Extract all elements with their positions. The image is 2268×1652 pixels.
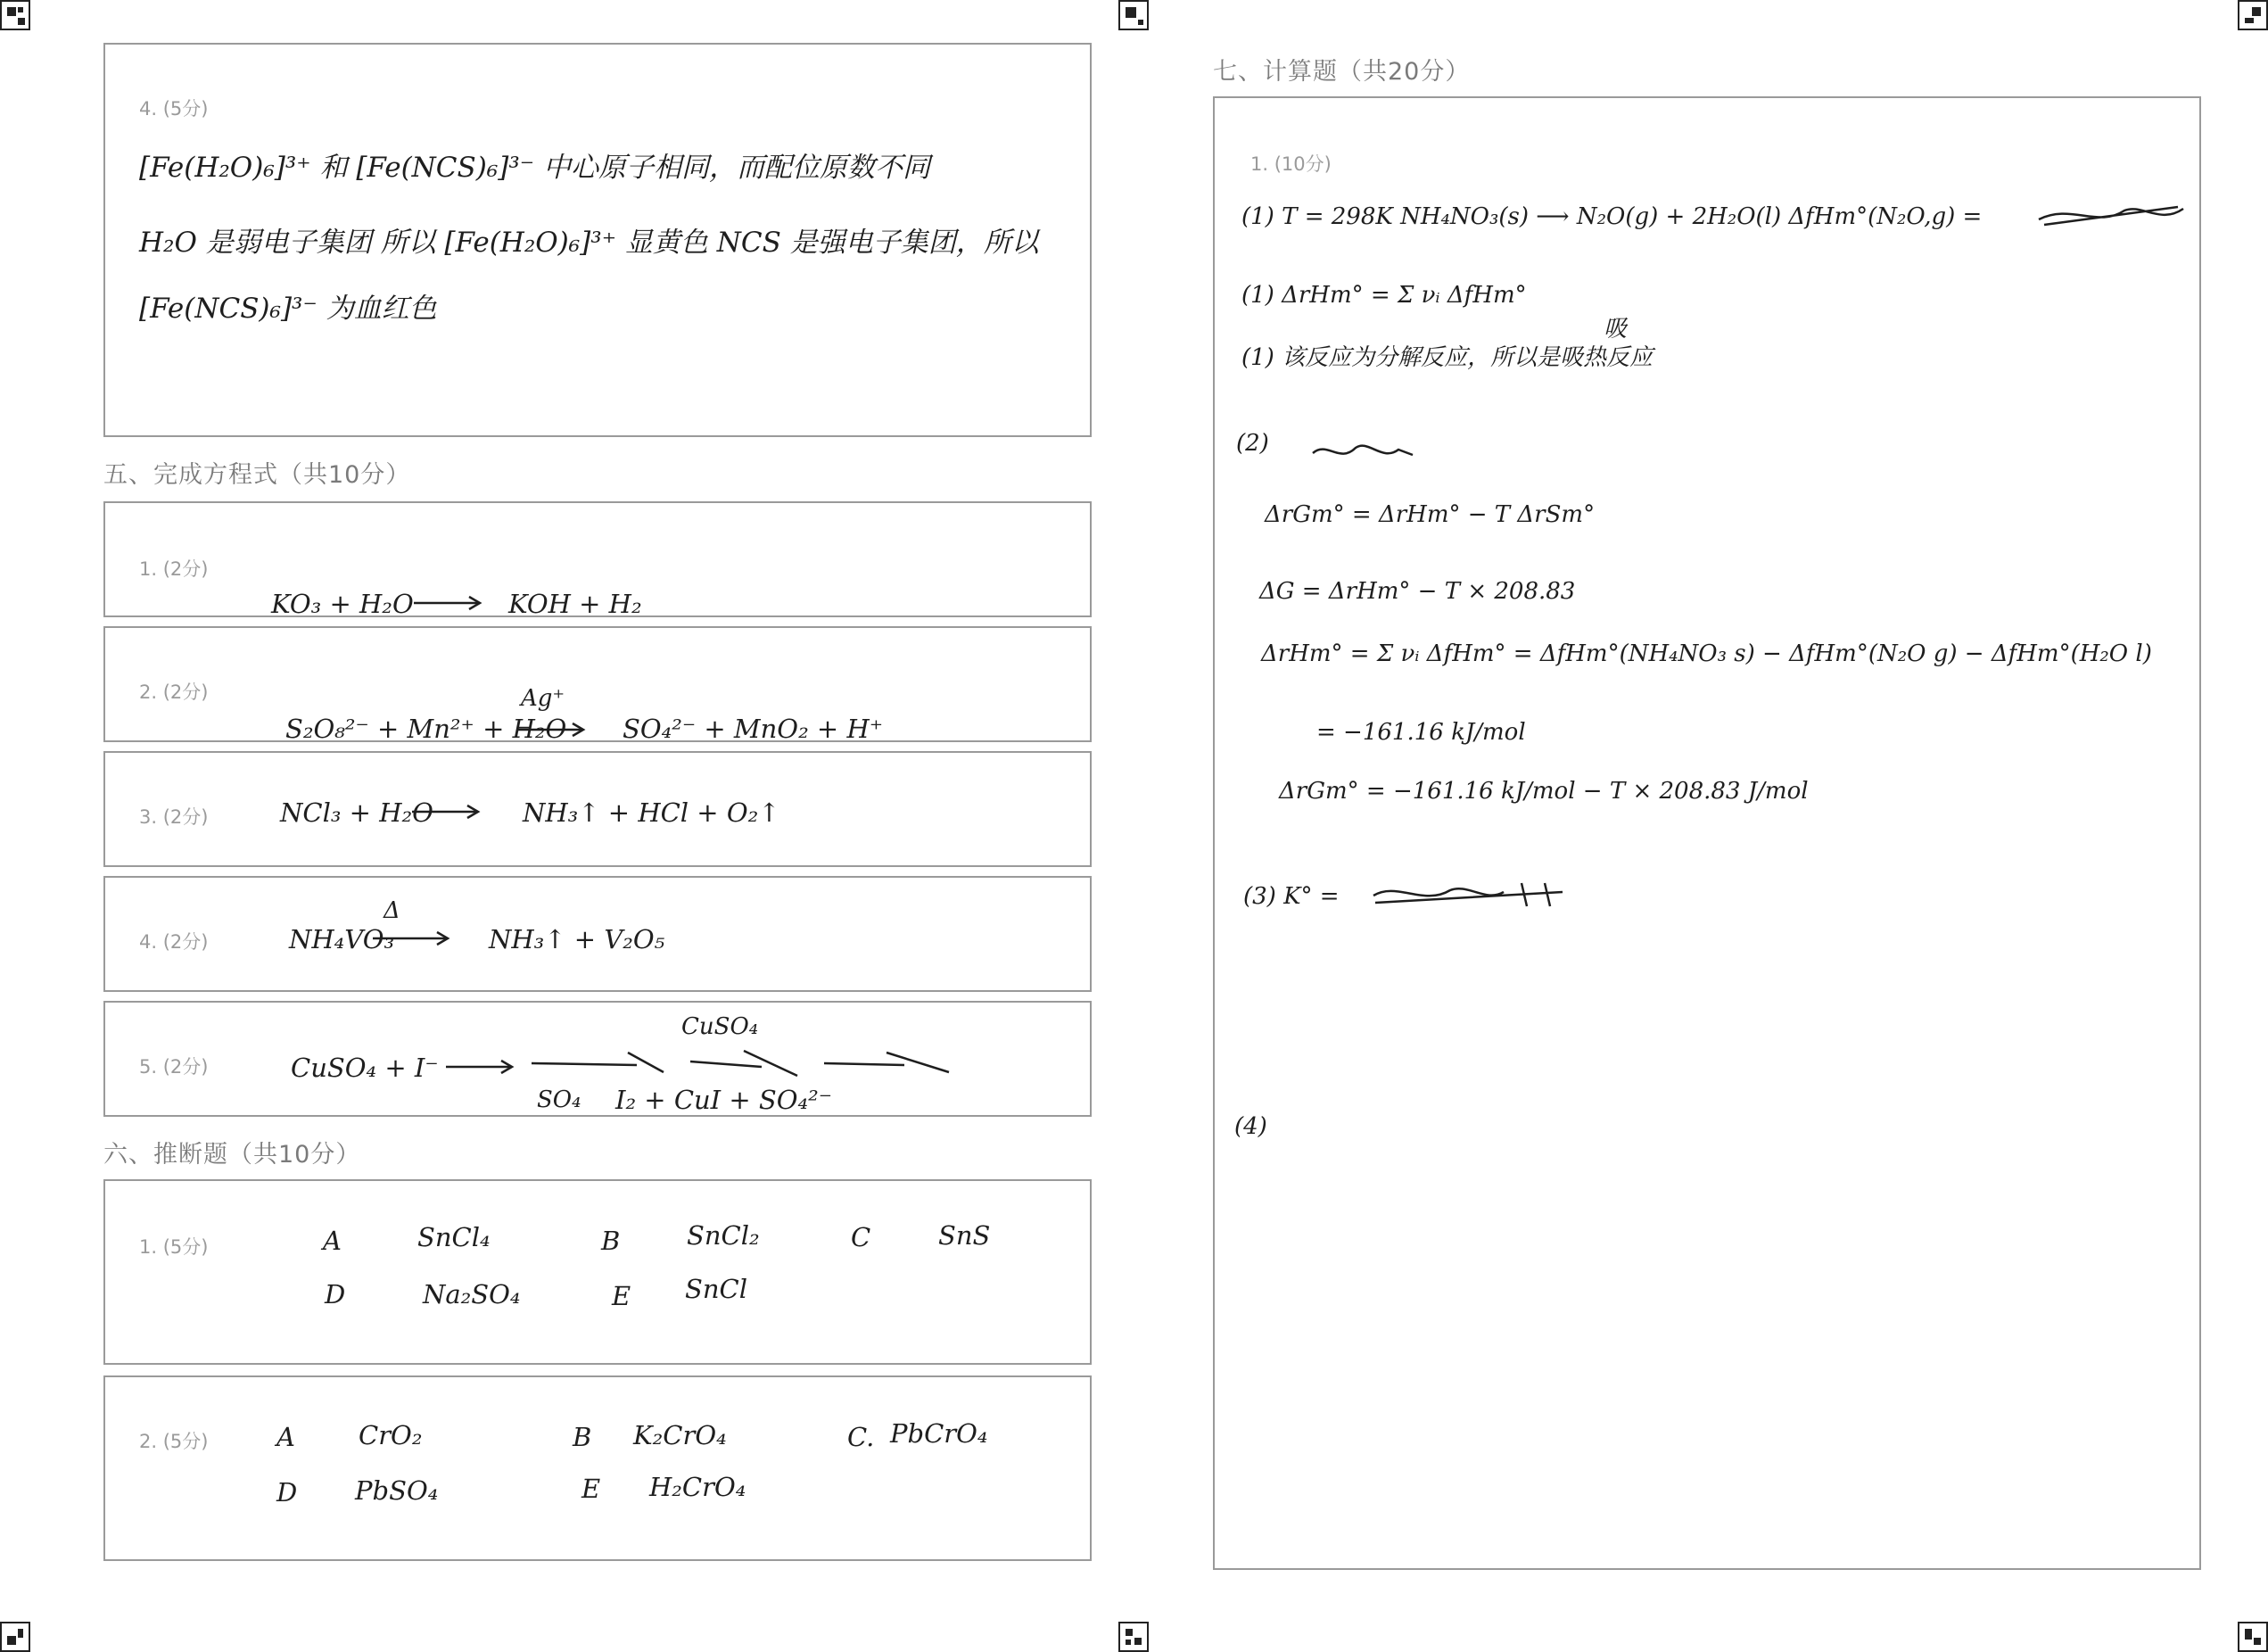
handwritten-line: [Fe(NCS)₆]³⁻ 为血红色 <box>139 293 437 325</box>
answer-key-a: A <box>323 1226 342 1256</box>
equation-reactants: NH₄VO₃ <box>289 924 395 954</box>
registration-marker-top-right <box>2238 0 2268 30</box>
answer-key-c: C <box>851 1222 871 1252</box>
handwritten-line: ΔG = ΔrHm° − T × 208.83 <box>1259 578 1576 605</box>
crossed-out-scribble-icon <box>2035 198 2187 234</box>
question-label: 1. (10分) <box>1250 153 1332 175</box>
arrow-condition: Δ <box>383 897 400 924</box>
answer-value-b: SnCl₂ <box>687 1220 760 1251</box>
handwritten-line: (1) T = 298K NH₄NO₃(s) ⟶ N₂O(g) + 2H₂O(l) ΔfHm°(N₂O,g) = <box>1241 203 1983 230</box>
equation-products: SO₄²⁻ + MnO₂ + H⁺ <box>623 714 884 744</box>
registration-marker-bottom-left <box>0 1622 30 1652</box>
handwritten-line: [Fe(H₂O)₆]³⁺ 和 [Fe(NCS)₆]³⁻ 中心原子相同，而配位原数不同 <box>139 152 931 184</box>
reaction-arrow-icon <box>410 803 482 821</box>
answer-value-c: PbCrO₄ <box>890 1418 988 1449</box>
equation-box-1 <box>103 501 1092 617</box>
equation-products: NH₃↑ + V₂O₅ <box>489 924 665 954</box>
equation-box-5 <box>103 1001 1092 1117</box>
reaction-arrow-icon <box>412 594 483 612</box>
inference-answer-box-2 <box>103 1375 1092 1561</box>
equation-reactants: KO₃ + H₂O <box>271 589 414 619</box>
equation-box-2 <box>103 626 1092 742</box>
answer-value-d: PbSO₄ <box>355 1475 439 1506</box>
equation-products: I₂ + CuI + SO₄²⁻ <box>615 1085 833 1115</box>
equation-products: NH₃↑ + HCl + O₂↑ <box>523 797 780 828</box>
question-label: 3. (2分) <box>139 806 209 828</box>
question-label: 4. (5分) <box>139 98 209 120</box>
answer-key-e: E <box>612 1281 631 1311</box>
answer-value-a: SnCl₄ <box>417 1222 491 1252</box>
answer-value-a: CrO₂ <box>359 1420 423 1450</box>
handwritten-line: ΔrHm° = Σ νᵢ ΔfHm° = ΔfHm°(NH₄NO₃ s) − ΔfHm°(N₂O g) − ΔfHm°(H₂O l) <box>1261 640 2152 667</box>
question-label: 1. (5分) <box>139 1236 209 1258</box>
crossed-out-scribble-icon <box>1309 437 1416 469</box>
inference-answer-box-1 <box>103 1179 1092 1365</box>
equation-box-4 <box>103 876 1092 992</box>
answer-key-b: B <box>573 1422 592 1452</box>
reaction-arrow-icon <box>515 721 587 739</box>
handwritten-line: = −161.16 kJ/mol <box>1316 719 1526 746</box>
reaction-arrow-icon <box>444 1058 515 1076</box>
equation-reactants: S₂O₈²⁻ + Mn²⁺ + H₂O <box>285 714 567 744</box>
handwritten-line: ΔrGm° = ΔrHm° − T ΔrSm° <box>1265 501 1596 528</box>
arrow-condition: Ag⁺ <box>521 685 565 712</box>
registration-marker-top-center <box>1118 0 1149 30</box>
answer-key-b: B <box>601 1226 621 1256</box>
question-4-answer-box <box>103 43 1092 437</box>
handwritten-line: (2) <box>1236 430 1269 457</box>
registration-marker-top-left <box>0 0 30 30</box>
reaction-arrow-icon <box>371 929 451 947</box>
answer-value-e: H₂CrO₄ <box>649 1472 746 1502</box>
question-label: 2. (2分) <box>139 681 209 703</box>
crossed-out-scribble-icon <box>530 1045 976 1081</box>
equation-products: KOH + H₂ <box>508 589 642 619</box>
handwritten-line: H₂O 是弱电子集团 所以 [Fe(H₂O)₆]³⁺ 显黄色 NCS 是强电子集团，所以 <box>139 227 1039 259</box>
answer-key-a: A <box>276 1422 295 1452</box>
answer-value-e: SnCl <box>685 1274 748 1304</box>
calculation-answer-box <box>1213 96 2201 1570</box>
equation-reactants: NCl₃ + H₂O <box>280 797 433 828</box>
handwritten-line: (4) <box>1234 1113 1267 1140</box>
question-label: 2. (5分) <box>139 1431 209 1452</box>
equation-box-3 <box>103 751 1092 867</box>
equation-reactants: CuSO₄ + I⁻ <box>291 1053 439 1083</box>
answer-key-d: D <box>325 1279 346 1309</box>
registration-marker-bottom-right <box>2238 1622 2268 1652</box>
question-label: 4. (2分) <box>139 931 209 953</box>
handwritten-line-2-prefix: SO₄ <box>537 1086 581 1113</box>
handwritten-insertion: 吸 <box>1604 316 1628 343</box>
answer-key-e: E <box>581 1474 601 1504</box>
answer-value-c: SnS <box>938 1220 991 1251</box>
registration-marker-bottom-center <box>1118 1622 1149 1652</box>
handwritten-line: (1) 该反应为分解反应，所以是吸热反应 <box>1241 344 1654 371</box>
crossed-out-scribble-icon <box>1370 880 1566 912</box>
question-label: 5. (2分) <box>139 1056 209 1078</box>
question-label: 1. (2分) <box>139 558 209 580</box>
section-5-title: 五、完成方程式（共10分） <box>103 461 411 489</box>
answer-key-d: D <box>276 1477 298 1507</box>
section-6-title: 六、推断题（共10分） <box>103 1141 361 1169</box>
handwritten-line: ΔrGm° = −161.16 kJ/mol − T × 208.83 J/mol <box>1279 778 1809 805</box>
answer-value-b: K₂CrO₄ <box>633 1420 727 1450</box>
answer-key-c: C. <box>847 1422 875 1452</box>
section-7-title: 七、计算题（共20分） <box>1213 58 1471 86</box>
handwritten-line: (1) ΔrHm° = Σ νᵢ ΔfHm° <box>1241 282 1527 309</box>
answer-value-d: Na₂SO₄ <box>423 1279 521 1309</box>
handwritten-revision: CuSO₄ <box>681 1013 759 1040</box>
handwritten-line: (3) K° = <box>1243 883 1340 910</box>
